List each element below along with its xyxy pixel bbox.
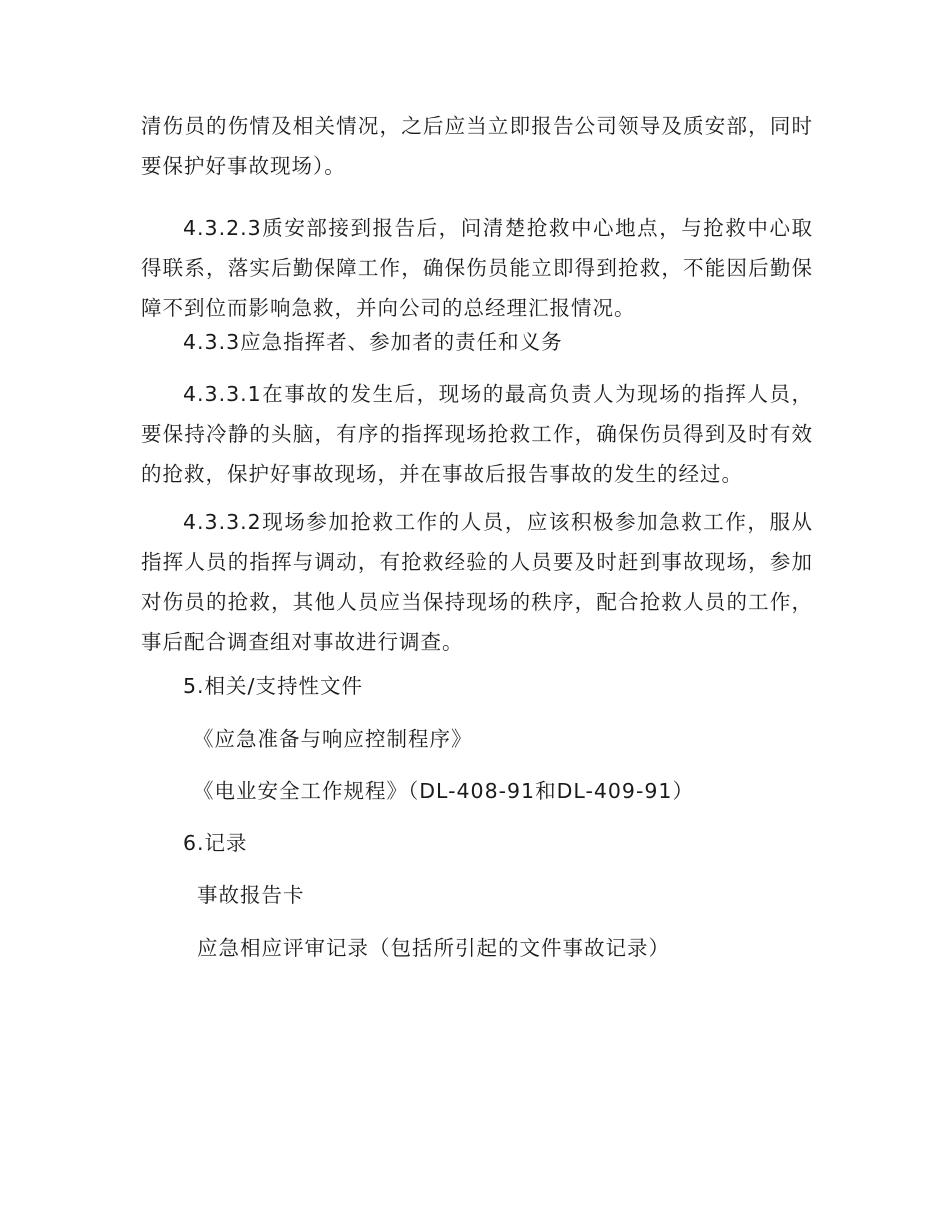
- section-5-heading: 5.相关/支持性文件: [183, 674, 363, 698]
- section-5-item: 《电业安全工作规程》（DL-408-91和DL-409-91）: [193, 779, 694, 803]
- paragraph-4-3-3-2: 4.3.3.2现场参加抢救工作的人员，应该积极参加急救工作，服从指挥人员的指挥与调动，有抢救经验的人员要及时赶到事故现场，参加对伤员的抢救，其他人员应当保持现场的秩序，配合抢救人员的工作，事后配合调查组对事故进行调查。: [141, 510, 813, 654]
- heading-4-3-3: 4.3.3应急指挥者、参加者的责任和义务: [183, 330, 563, 354]
- paragraph-4-3-2-3: 4.3.2.3质安部接到报告后，问清楚抢救中心地点，与抢救中心取得联系，落实后勤保障工作，确保伤员能立即得到抢救，不能因后勤保障不到位而影响急救，并向公司的总经理汇报情况。: [141, 216, 813, 320]
- paragraph-4-3-3-1: 4.3.3.1在事故的发生后，现场的最高负责人为现场的指挥人员，要保持冷静的头脑，有序的指挥现场抢救工作，确保伤员得到及时有效的抢救，保护好事故现场，并在事故后报告事故的发生的经过。: [141, 382, 813, 486]
- section-6-item: 事故报告卡: [197, 883, 305, 907]
- section-6-item: 应急相应评审记录（包括所引起的文件事故记录）: [197, 936, 670, 960]
- section-6-heading: 6.记录: [183, 831, 248, 855]
- section-5-item: 《应急准备与响应控制程序》: [193, 727, 473, 751]
- paragraph-continuation: 清伤员的伤情及相关情况，之后应当立即报告公司领导及质安部，同时要保护好事故现场）。: [141, 114, 813, 178]
